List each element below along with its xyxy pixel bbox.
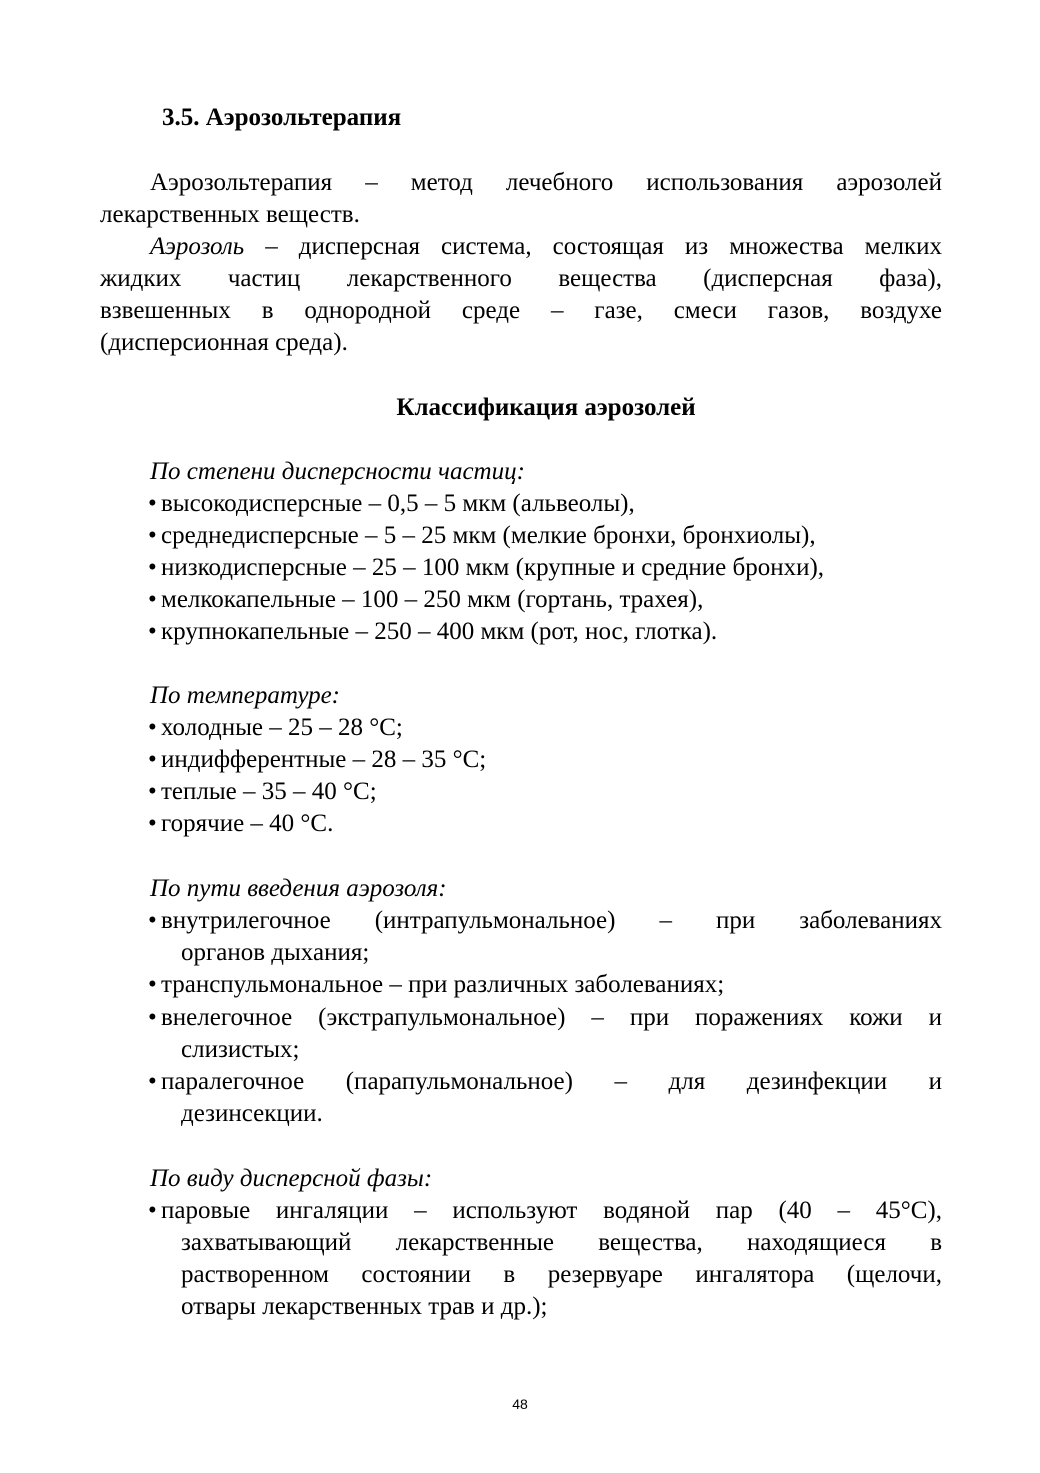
list-item: • паралегочное (парапульмональное) – для дезинфекции и [148,1066,942,1098]
bullet-icon: • [148,746,157,773]
list-item-continuation: органов дыхания; [181,939,370,966]
group-heading-dispersity: По степени дисперсности частиц: [150,458,525,485]
list-item: • крупнокапельные – 250 – 400 мкм (рот, нос, глотка). [148,616,942,648]
bullet-icon: • [148,1068,157,1095]
list-item: • низкодисперсные – 25 – 100 мкм (крупные и средние бронхи), [148,552,942,584]
bullet-icon: • [148,554,157,581]
list-item: • паровые ингаляции – используют водяной пар (40 – 45°С), [148,1195,942,1227]
intro-text: – дисперсная система, состоящая из множества мелких [244,233,942,260]
bullet-icon: • [148,618,157,645]
bullet-icon: • [148,778,157,805]
bullet-icon: • [148,907,157,934]
list-item: • индифферентные – 28 – 35 °С; [148,744,942,776]
section-title: 3.5. Аэрозольтерапия [162,104,402,131]
list-item: • транспульмональное – при различных заболеваниях; [148,969,942,1001]
list-item: • теплые – 35 – 40 °С; [148,776,942,808]
bullet-icon: • [148,586,157,613]
intro-line: жидких частиц лекарственного вещества (дисперсная фаза), [100,265,942,292]
group-heading-phase: По виду дисперсной фазы: [150,1165,433,1192]
term-aerosol: Аэрозоль [150,233,245,260]
intro-line: лекарственных веществ. [100,201,360,228]
list-item: • внелегочное (экстрапульмональное) – при поражениях кожи и [148,1002,942,1034]
bullet-icon: • [148,714,157,741]
group-heading-temperature: По температуре: [150,682,341,709]
list-item: • горячие – 40 °С. [148,808,942,840]
list-item-continuation: растворенном состоянии в резервуаре ингалятора (щелочи, [181,1261,942,1288]
list-item-continuation: отвары лекарственных трав и др.); [181,1293,548,1320]
intro-line: взвешенных в однородной среде – газе, смеси газов, воздухе [100,297,942,324]
bullet-icon: • [148,522,157,549]
bullet-icon: • [148,1004,157,1031]
list-item: • среднедисперсные – 5 – 25 мкм (мелкие бронхи, бронхиолы), [148,520,942,552]
classification-title: Классификация аэрозолей [396,394,696,421]
bullet-icon: • [148,1197,157,1224]
bullet-icon: • [148,971,157,998]
group-heading-route: По пути введения аэрозоля: [150,875,447,902]
list-item: • высокодисперсные – 0,5 – 5 мкм (альвеолы), [148,488,942,520]
intro-line: (дисперсионная среда). [100,329,348,356]
bullet-icon: • [148,810,157,837]
list-item: • мелкокапельные – 100 – 250 мкм (гортань, трахея), [148,584,942,616]
list-item-continuation: захватывающий лекарственные вещества, находящиеся в [181,1229,942,1256]
list-item: • внутрилегочное (интрапульмональное) – при заболеваниях [148,905,942,937]
bullet-icon: • [148,490,157,517]
intro-line [150,231,942,263]
intro-line: Аэрозольтерапия – метод лечебного использования аэрозолей [150,169,942,196]
page-number: 48 [512,1396,528,1412]
list-item-continuation: дезинсекции. [181,1100,323,1127]
list-item-continuation: слизистых; [181,1036,300,1063]
list-item: • холодные – 25 – 28 °С; [148,712,942,744]
